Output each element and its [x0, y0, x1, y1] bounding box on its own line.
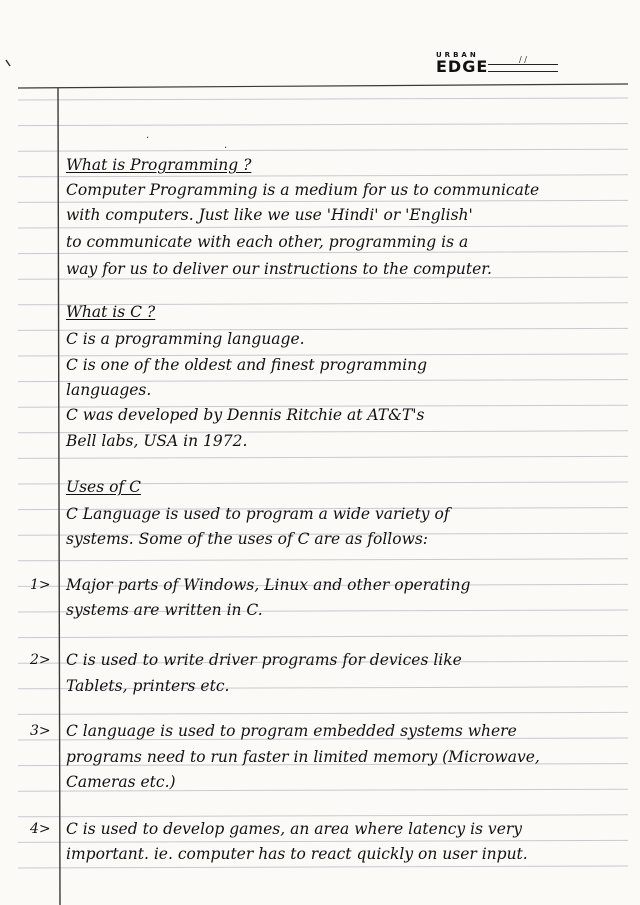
- list-number-1: 1>: [30, 577, 51, 593]
- list-item-4-line: important. ie. computer has to react quickly on user input.: [66, 845, 528, 863]
- text-line: C was developed by Dennis Ritchie at AT&T's: [66, 406, 425, 424]
- ruled-line: [18, 98, 628, 100]
- text-line: Computer Programming is a medium for us to communicate: [66, 181, 540, 199]
- list-number-2: 2>: [30, 652, 51, 668]
- list-item-3-line: programs need to run faster in limited memory (Microwave,: [66, 748, 540, 766]
- text-line: Bell labs, USA in 1972.: [66, 432, 248, 450]
- stray-mark: ·: [146, 133, 150, 144]
- text-line: C is a programming language.: [66, 330, 305, 348]
- stray-mark: ·: [224, 143, 228, 154]
- text-line: languages.: [66, 381, 152, 399]
- ruled-line: [18, 636, 628, 638]
- heading-uses-of-c: Uses of C: [66, 478, 141, 496]
- ruled-line: [18, 200, 628, 202]
- ruled-line: [18, 252, 628, 254]
- ruled-line: [18, 149, 628, 151]
- list-number-4: 4>: [30, 821, 51, 837]
- heading-what-is-programming: What is Programming ?: [66, 156, 252, 174]
- brand-line2: EDGE: [436, 57, 489, 76]
- list-item-1-line: systems are written in C.: [66, 601, 263, 619]
- date-underline: [488, 71, 558, 72]
- list-item-2-line: Tablets, printers etc.: [66, 677, 230, 695]
- list-item-3-line: Cameras etc.): [66, 773, 176, 791]
- corner-mark: [6, 60, 10, 66]
- ruled-line: [18, 175, 628, 177]
- list-item-1-line: Major parts of Windows, Linux and other operating: [66, 576, 471, 594]
- ruled-line: [18, 840, 628, 842]
- list-item-3-line: C language is used to program embedded systems where: [66, 722, 517, 740]
- ruled-line: [18, 559, 628, 561]
- heading-what-is-c: What is C ?: [66, 303, 156, 321]
- ruled-line: [18, 226, 628, 228]
- list-number-3: 3>: [30, 723, 51, 739]
- ruled-line: [18, 866, 628, 868]
- date-field: [488, 52, 560, 76]
- brand-logo: [436, 51, 488, 75]
- ruled-line: [18, 456, 628, 458]
- brand-line1: URBAN: [436, 51, 479, 59]
- text-line: with computers. Just like we use 'Hindi' or 'English': [66, 206, 473, 224]
- list-item-4-line: C is used to develop games, an area where latency is very: [66, 820, 523, 838]
- text-line: to communicate with each other, programming is a: [66, 233, 469, 251]
- text-line: C Language is used to program a wide variety of: [66, 505, 450, 523]
- list-item-2-line: C is used to write driver programs for devices like: [66, 651, 462, 669]
- margin-line: [58, 88, 60, 905]
- ruled-line: [18, 712, 628, 714]
- text-line: way for us to deliver our instructions to the computer.: [66, 260, 492, 278]
- text-line: C is one of the oldest and finest programming: [66, 356, 428, 374]
- ruled-line: [18, 815, 628, 817]
- date-placeholder: / /: [488, 56, 558, 65]
- ruled-line: [18, 124, 628, 126]
- text-line: systems. Some of the uses of C are as follows:: [66, 530, 429, 548]
- top-rule: [18, 84, 628, 88]
